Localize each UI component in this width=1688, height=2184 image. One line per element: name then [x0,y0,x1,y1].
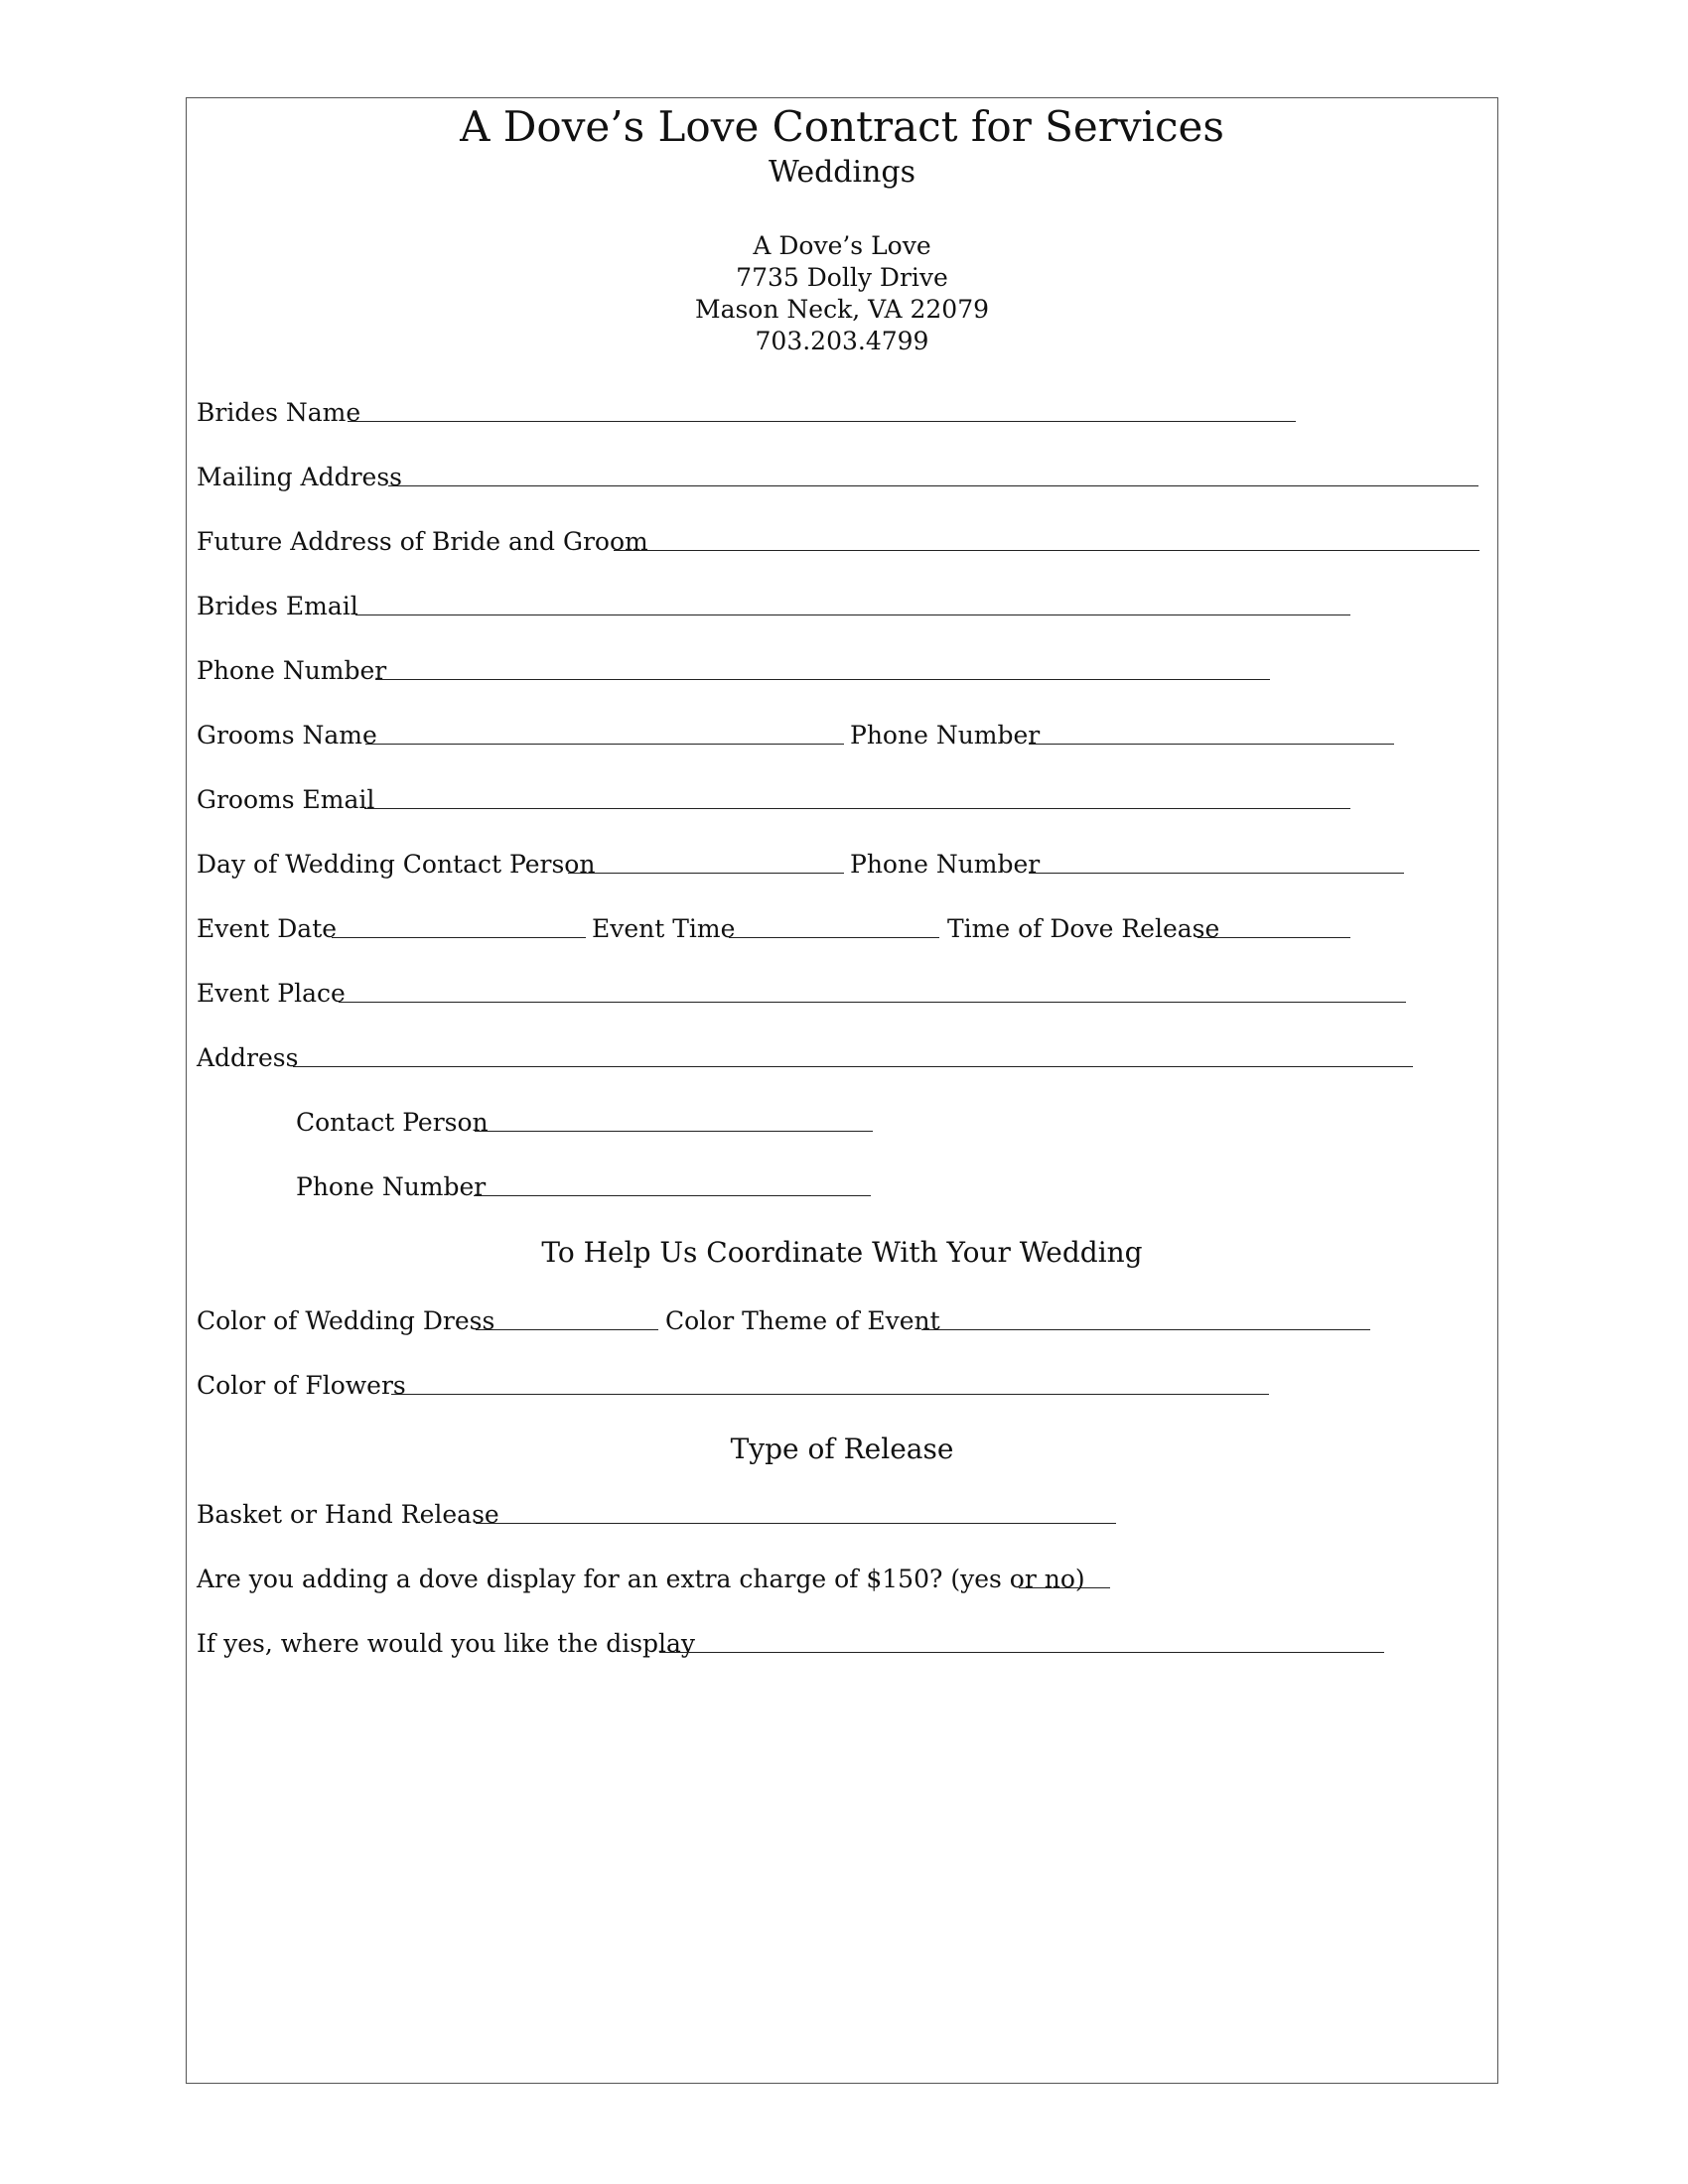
venue-phone-row [296,1168,991,1206]
mailing-address-label: Mailing Address [197,463,403,491]
event-time-field[interactable] [729,937,939,938]
flowers-row [197,1367,1289,1405]
venue-contact-field[interactable] [475,1131,873,1132]
grooms-phone-field[interactable] [1029,744,1394,745]
venue-contact-row [296,1104,991,1142]
grooms-row [197,717,1438,754]
display-location-row [197,1625,1438,1663]
future-address-row [197,523,1487,561]
basket-row [197,1496,1190,1534]
document-subtitle: Weddings [768,155,916,190]
release-time-field[interactable] [1197,937,1350,938]
event-timing-row [197,910,1388,948]
venue-phone-field[interactable] [474,1195,871,1196]
brides-name-row [197,394,1289,432]
phone-number-label: Phone Number [197,656,387,685]
display-location-label: If yes, where would you like the display [197,1629,696,1658]
display-location-field[interactable] [659,1652,1384,1653]
day-of-contact-field[interactable] [568,873,844,874]
brides-name-field[interactable] [348,421,1296,422]
release-heading: Type of Release [730,1433,954,1465]
venue-phone-label: Phone Number [296,1172,487,1201]
document-title: A Dove’s Love Contract for Services [460,102,1224,151]
business-city-state-zip: Mason Neck, VA 22079 [694,295,990,324]
future-address-label: Future Address of Bride and Groom [197,527,648,556]
grooms-phone-label: Phone Number [850,721,1041,750]
venue-contact-label: Contact Person [296,1108,489,1137]
grooms-name-field[interactable] [365,744,844,745]
business-name: A Dove’s Love [753,231,931,260]
basket-or-hand-label: Basket or Hand Release [197,1500,499,1529]
event-place-label: Event Place [197,979,346,1008]
basket-or-hand-field[interactable] [476,1523,1116,1524]
brides-email-label: Brides Email [197,592,358,620]
colors-row [197,1302,1438,1340]
display-question-label: Are you adding a dove display for an extra charge of $150? (yes or no) [197,1565,1085,1593]
coordination-heading: To Help Us Coordinate With Your Wedding [541,1236,1143,1269]
event-date-field[interactable] [332,937,586,938]
mailing-address-field[interactable] [388,485,1478,486]
brides-email-field[interactable] [355,614,1350,615]
display-question-field[interactable] [1019,1587,1110,1588]
color-theme-label: Color Theme of Event [665,1306,940,1335]
address-field[interactable] [293,1066,1413,1067]
brides-name-label: Brides Name [197,398,361,427]
grooms-name-label: Grooms Name [197,721,377,750]
address-label: Address [197,1043,299,1072]
address-row [197,1039,1438,1077]
day-of-contact-label: Day of Wedding Contact Person [197,850,596,879]
dress-color-field[interactable] [476,1329,658,1330]
release-time-label: Time of Dove Release [947,914,1220,943]
day-of-phone-label: Phone Number [850,850,1041,879]
display-question-row [197,1561,1190,1598]
event-time-label: Event Time [592,914,736,943]
color-theme-field[interactable] [921,1329,1370,1330]
grooms-email-field[interactable] [364,808,1350,809]
future-address-field[interactable] [614,550,1479,551]
event-place-row [197,975,1438,1013]
phone-number-row [197,652,1289,690]
day-of-phone-field[interactable] [1029,873,1404,874]
mailing-address-row [197,459,1487,496]
brides-email-row [197,588,1388,625]
flowers-color-label: Color of Flowers [197,1371,406,1400]
grooms-email-row [197,781,1388,819]
flowers-color-field[interactable] [391,1394,1269,1395]
business-phone: 703.203.4799 [755,327,929,355]
event-date-label: Event Date [197,914,338,943]
event-place-field[interactable] [339,1002,1406,1003]
phone-number-field[interactable] [375,679,1270,680]
dress-color-label: Color of Wedding Dress [197,1306,495,1335]
day-of-contact-row [197,846,1438,884]
business-street: 7735 Dolly Drive [736,263,948,292]
grooms-email-label: Grooms Email [197,785,375,814]
